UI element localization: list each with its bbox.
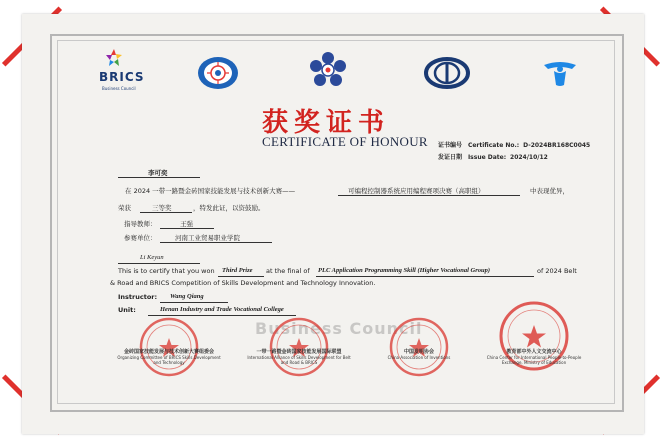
instructor-underline-cn	[160, 228, 214, 229]
instructor-label-en: Instructor:	[118, 293, 158, 301]
seal-2-en: International Alliance of Skills Development for Belt and Road & BRICS	[247, 355, 351, 365]
brics-name: BRICS	[99, 70, 145, 84]
unit-cn: 河南工业贸易职业学院	[175, 234, 240, 242]
seal-1-cn: 金砖国家技能发展与技术创新大赛组委会	[123, 349, 214, 355]
seal-2-icon	[268, 316, 330, 378]
seal-1-en: Organizing Committee of BRICS Skills Development and Technology	[117, 355, 221, 365]
seal-2-cn: 一带一路暨金砖国家技能发展国际联盟	[256, 349, 342, 355]
seal-3-cn: 中国发明协会	[403, 349, 434, 355]
exchange-center-icon	[542, 57, 578, 87]
cn-line1-prefix: 在 2024 一带一路暨金砖国家技能发展与技术创新大赛——	[125, 187, 296, 195]
instructor-label-cn: 指导教师：	[124, 220, 157, 228]
seal-4-en: China Center for International People-to-People Exchange, Ministry of Education	[486, 355, 582, 365]
issue-date	[438, 152, 548, 161]
prize-en: Third Prize	[222, 267, 253, 274]
en-certify-prefix: This is to certify that you won	[118, 267, 215, 275]
en-certify-mid: at the final of	[266, 267, 310, 275]
en-certify-suffix: of 2024 Belt	[537, 267, 577, 275]
certificate-number	[438, 140, 590, 149]
competition-emblem-icon	[196, 56, 240, 90]
instructor-underline-en	[160, 302, 228, 303]
seal-1-caption	[114, 350, 224, 365]
unit-en: Henan Industry and Trade Vocational College	[160, 306, 284, 313]
brics-subtitle: Business Council	[102, 86, 136, 91]
inventions-association-icon	[424, 57, 470, 89]
cn-line2-suffix: ，特发此证，以资鼓励。	[193, 204, 265, 212]
seal-3-caption	[364, 350, 474, 360]
title-chinese: 获奖证书	[262, 108, 391, 138]
competition-en: PLC Application Programming Skill (Higher Vocational Group)	[318, 267, 491, 274]
prize-underline-cn	[140, 212, 192, 213]
name-underline-en	[118, 263, 200, 264]
en-line2: & Road and BRICS Competition of Skills Development and Technology Innovation.	[110, 279, 376, 287]
seal-1-icon	[138, 316, 200, 378]
prize-underline-en	[218, 276, 264, 277]
unit-underline-cn	[160, 242, 272, 243]
seal-3-icon	[388, 316, 450, 378]
seal-2-caption	[244, 350, 354, 365]
competition-cn: 可编程控制器系统应用编程赛项决赛（高职组）	[348, 187, 485, 195]
instructor-cn: 王强	[180, 220, 193, 228]
cert-no-cn: 证书编号	[438, 142, 463, 149]
competition-underline-cn	[338, 195, 520, 196]
name-underline-cn	[118, 177, 200, 178]
unit-label-cn: 参赛单位：	[124, 234, 157, 242]
instructor-en: Wang Qiang	[170, 293, 204, 300]
seal-4-caption	[479, 350, 589, 365]
cn-line1-suffix: 中表现优异，	[530, 187, 569, 195]
seal-3-en: China Association of Inventions	[387, 355, 451, 360]
unit-label-en: Unit:	[118, 306, 136, 314]
cert-no-label: Certificate No.:	[467, 142, 520, 149]
issue-cn: 发证日期	[438, 154, 463, 161]
cn-line2-prefix: 荣获	[118, 204, 131, 212]
brics-logo-icon	[104, 48, 124, 68]
seal-4-cn: 教育部中外人文交流中心	[506, 349, 562, 355]
competition-underline-en	[316, 276, 534, 277]
prize-cn: 三等奖	[152, 204, 172, 212]
cert-no-value: D-2024BR168C0045	[523, 142, 591, 149]
issue-label: Issue Date:	[467, 154, 507, 161]
recipient-name-en: Li Keyun	[140, 254, 164, 261]
recipient-name-cn: 李可奕	[148, 169, 168, 177]
issue-value: 2024/10/12	[510, 154, 548, 161]
alliance-flower-icon	[306, 50, 350, 92]
title-english: CERTIFICATE OF HONOUR	[262, 134, 428, 149]
business-council-watermark: Business Council	[255, 319, 423, 338]
